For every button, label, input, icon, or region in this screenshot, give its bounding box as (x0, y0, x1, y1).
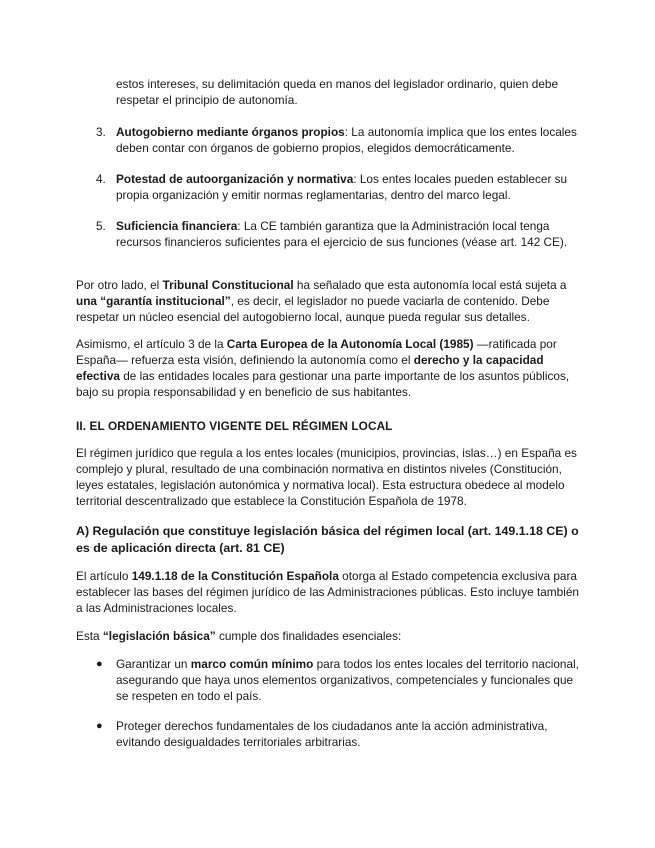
list-item-4-title: Potestad de autoorganización y normativa (116, 172, 354, 186)
p5-text-2: cumple dos finalidades esenciales: (215, 629, 402, 643)
section-title: II. EL ORDENAMIENTO VIGENTE DEL RÉGIMEN LOCAL (76, 419, 393, 433)
list-number-4: 4. (96, 172, 106, 186)
bullet-1-text-2: para todos los entes locales del territorio nacional, asegurando que haya unos elementos organizativos, competenciales y funcionales que se respeten en todo el país. (116, 657, 579, 703)
p5-bold-1: “legislación básica” (102, 629, 216, 643)
p2-text-1: Asimismo, el artículo 3 de la (76, 337, 227, 351)
list-item-4-text: : Los entes locales pueden establecer su propia organización y emitir normas reglamentarias, dentro del marco legal. (116, 172, 568, 202)
list-number-3: 3. (96, 125, 106, 139)
list-item-5-text: : La CE también garantiza que la Administración local tenga recursos financieros suficientes para el ejercicio de sus funciones (véase art. 142 CE). (116, 219, 568, 249)
p2-text-3: de las entidades locales para gestionar una parte importante de los asuntos públicos, bajo su propia responsabilidad y en beneficio de sus habitantes. (76, 369, 570, 399)
paragraph-legislacion-basica (76, 628, 584, 644)
p5-text-1: Esta (76, 629, 103, 643)
paragraph-tribunal (76, 277, 584, 325)
bullet-icon: ● (96, 720, 103, 732)
p4-text-1: El artículo (76, 569, 132, 583)
list-number-5: 5. (96, 219, 106, 233)
list-item-3 (116, 124, 586, 156)
paragraph-carta-europea (76, 336, 584, 400)
paragraph-articulo (76, 568, 584, 616)
bullet-1-text-1: Garantizar un (116, 657, 191, 671)
p1-bold-1: Tribunal Constitucional (162, 278, 294, 292)
p1-text-1: Por otro lado, el (76, 278, 163, 292)
list-item-5-title: Suficiencia financiera (116, 219, 238, 233)
paragraph-regimen-juridico: El régimen jurídico que regula a los entes locales (municipios, provincias, islas…) en España es complejo y plural, resultado de una combinación normativa en distintos niveles (Constitución, leyes estatales, legislación autonómica y normativa local). Esta estructura obedece al modelo territorial descentralizado que establece la Constitución Española de 1978. (76, 446, 577, 508)
continuation-text: estos intereses, su delimitación queda en manos del legislador ordinario, quien debe respetar el principio de autonomía. (116, 77, 559, 107)
p4-text-2: otorga al Estado competencia exclusiva para establecer las bases del régimen jurídico de las Administraciones públicas. Esto incluye también a las Administraciones locales. (76, 569, 579, 615)
bullet-1-bold: marco común mínimo (190, 657, 314, 671)
p1-text-3: , es decir, el legislador no puede vaciarla de contenido. Debe respetar un núcleo esencial del autogobierno local, aunque pueda regular sus detalles. (76, 294, 550, 324)
p1-text-2: ha señalado que esta autonomía local está sujeta a (293, 278, 567, 292)
list-item-4 (116, 171, 586, 203)
subsection-title: A) Regulación que constituye legislación básica del régimen local (art. 149.1.18 CE) o es de aplicación directa (art. 81 CE) (76, 524, 579, 555)
p1-bold-2: una “garantía institucional” (76, 294, 231, 308)
list-item-3-title: Autogobierno mediante órganos propios (116, 125, 345, 139)
list-item-5 (116, 218, 586, 250)
bullet-icon: ● (96, 658, 103, 670)
list-item-3-text: : La autonomía implica que los entes locales deben contar con órganos de gobierno propios, elegidos democráticamente. (116, 125, 577, 155)
bullet-item-1 (116, 656, 586, 704)
p2-bold-2: derecho y la capacidad efectiva (76, 353, 544, 383)
bullet-2-text-1: Proteger derechos fundamentales de los ciudadanos ante la acción administrativa, evitando desigualdades territoriales arbitrarias. (116, 719, 548, 749)
p4-bold-1: 149.1.18 de la Constitución Española (131, 569, 339, 583)
p2-text-2: —ratificada por España— refuerza esta visión, definiendo la autonomía como el (76, 337, 557, 367)
bullet-item-2 (116, 718, 586, 750)
p2-bold-1: Carta Europea de la Autonomía Local (1985) (226, 337, 474, 351)
